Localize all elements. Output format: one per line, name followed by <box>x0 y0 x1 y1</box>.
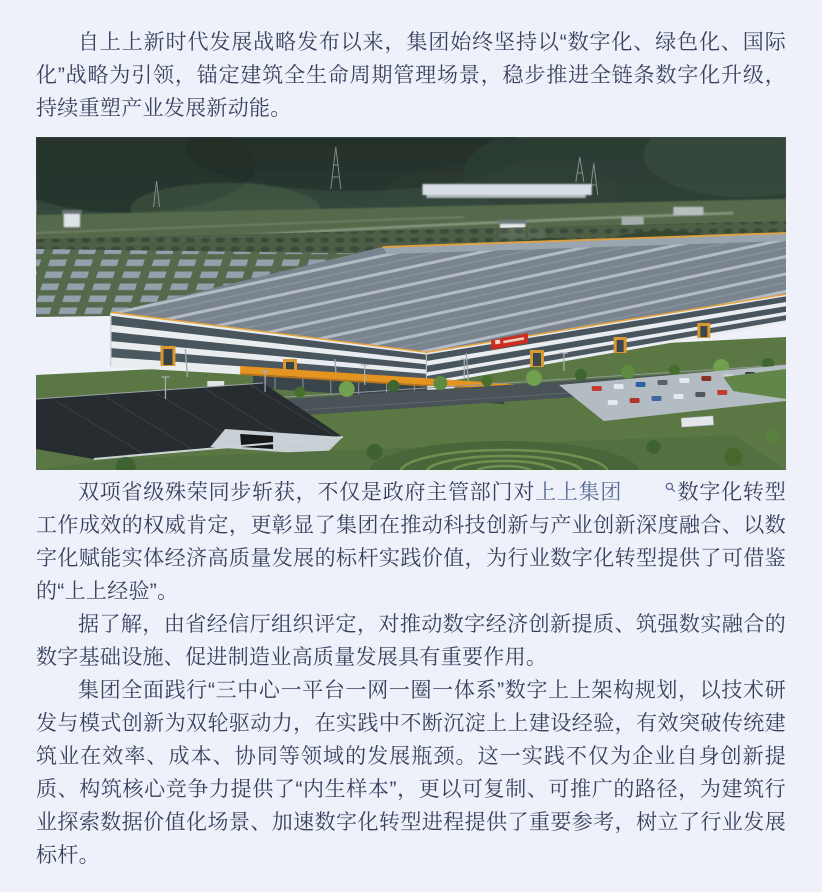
paragraph-awards <box>36 470 786 608</box>
ssjt-group-link[interactable] <box>535 481 677 504</box>
paragraph-evaluation: 据了解，由省经信厅组织评定，对推动数字经济创新提质、筑强数实融合的数字基础设施、促进制造业高质量发展具有重要作用。 <box>36 613 786 669</box>
paragraph-intro: 自上上新时代发展战略发布以来，集团始终坚持以“数字化、绿色化、国际化”战略为引领，锚定建筑全生命周期管理场景，稳步推进全链条数字化升级，持续重塑产业发展新动能。 <box>36 31 786 120</box>
paragraph-awards-lead: 双项省级殊荣同步斩获，不仅是政府主管部门对 <box>78 481 536 504</box>
paragraph-strategy: 集团全面践行“三中心一平台一网一圈一体系”数字上上架构规划，以技术研发与模式创新为双轮驱动力，在实践中不断沉淀上上建设经验，有效突破传统建筑业在效率、成本、协同等领域的发展瓶颈。这一实践不仅为企业自身创新提质、构筑核心竞争力提供了“内生样本”，更以可复制、可推广的路径，为建筑行业探索数据价值化场景、加速数字化转型进程提供了重要参考，树立了行业发展标杆。 <box>36 679 786 867</box>
search-icon <box>623 470 676 503</box>
paragraph-awards-rest: 数字化转型工作成效的权威肯定，更彰显了集团在推动科技创新与产业创新深度融合、以数字化赋能实体经济高质量发展的标杆实践价值，为行业数字化转型提供了可借鉴的“上上经验”。 <box>36 481 787 603</box>
ssjt-group-link-label: 上上集团 <box>535 481 623 504</box>
factory-aerial-photo[interactable] <box>36 137 786 470</box>
